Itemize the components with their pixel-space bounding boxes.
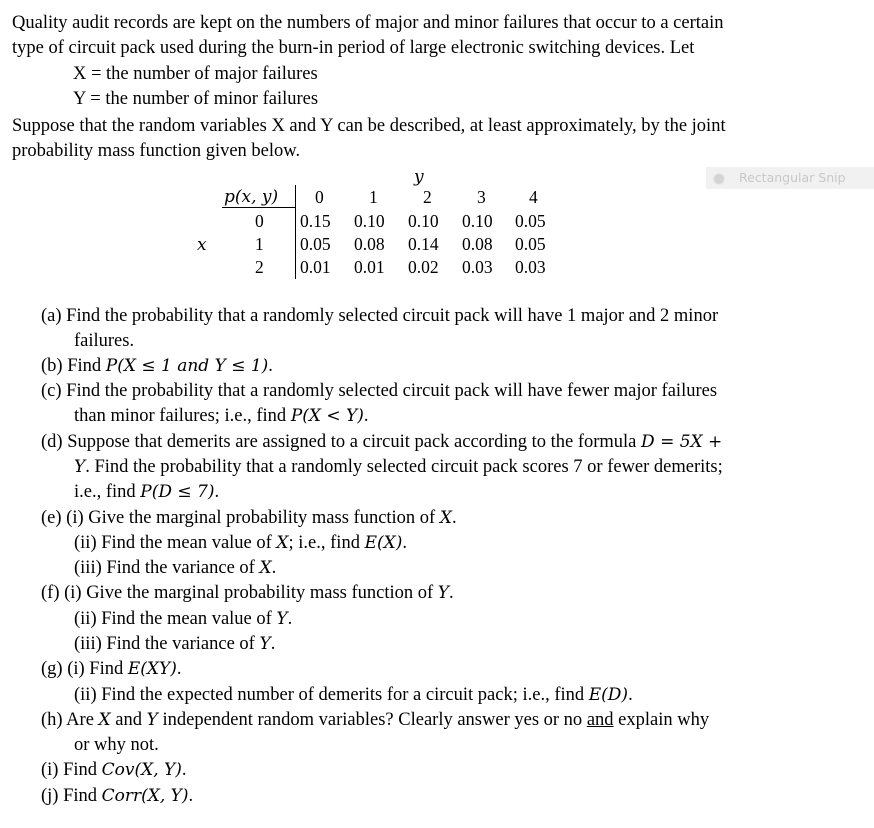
table-row-var-x: x	[197, 235, 207, 255]
rectangular-snip-toolbar[interactable]	[706, 167, 874, 189]
table-cell: 0.05	[515, 234, 546, 254]
table-cell: 0.15	[300, 211, 331, 231]
table-col-var-y: y	[414, 167, 424, 187]
col-header-1: 1	[369, 187, 378, 207]
table-corner-label: p(x, y)	[224, 187, 279, 207]
question-g-line-1: (g) (i) Find E(XY).	[41, 659, 182, 679]
question-e-line-3: (iii) Find the variance of X.	[74, 558, 277, 578]
table-cell: 0.01	[354, 257, 385, 277]
definition-x: X = the number of major failures	[73, 64, 318, 84]
table-cell: 0.10	[354, 211, 385, 231]
question-i: (i) Find Cov(X, Y).	[41, 760, 187, 780]
col-header-4: 4	[529, 187, 538, 207]
question-c-line-2: than minor failures; i.e., find P(X < Y).	[74, 406, 369, 426]
table-cell: 0.08	[462, 234, 493, 254]
table-cell: 0.03	[515, 257, 546, 277]
question-a-line-1: (a) Find the probability that a randomly selected circuit pack will have 1 major and 2 minor	[41, 306, 719, 326]
row-label-1: 1	[255, 234, 264, 254]
rectangular-snip-label: Rectangular Snip	[739, 170, 846, 185]
table-cell: 0.10	[462, 211, 493, 231]
question-e-line-1: (e) (i) Give the marginal probability mass function of X.	[41, 508, 457, 528]
intro-line-1: Quality audit records are kept on the numbers of major and minor failures that occur to a certain	[12, 13, 724, 33]
question-j: (j) Find Corr(X, Y).	[41, 786, 194, 806]
question-e-line-2: (ii) Find the mean value of X; i.e., find E(X).	[74, 533, 407, 553]
table-header-rule	[222, 207, 296, 208]
table-cell: 0.01	[300, 257, 331, 277]
table-cell: 0.10	[408, 211, 439, 231]
intro-line-2: type of circuit pack used during the burn-in period of large electronic switching devices. Let	[12, 38, 695, 58]
intro-line-4: probability mass function given below.	[12, 141, 301, 161]
question-d-line-1: (d) Suppose that demerits are assigned to a circuit pack according to the formula D = 5X +	[41, 432, 723, 452]
question-h-line-2: or why not.	[74, 735, 159, 755]
table-cell: 0.05	[515, 211, 546, 231]
table-cell: 0.02	[408, 257, 439, 277]
definition-y: Y = the number of minor failures	[73, 89, 319, 109]
col-header-3: 3	[477, 187, 486, 207]
question-d-line-2: Y. Find the probability that a randomly selected circuit pack scores 7 or fewer demerits;	[74, 457, 723, 477]
question-f-line-3: (iii) Find the variance of Y.	[74, 634, 276, 654]
intro-line-3: Suppose that the random variables X and Y can be described, at least approximately, by the joint	[12, 116, 726, 136]
table-cell: 0.05	[300, 234, 331, 254]
question-g-line-2: (ii) Find the expected number of demerits for a circuit pack; i.e., find E(D).	[74, 685, 633, 705]
question-a-line-2: failures.	[74, 331, 135, 351]
table-cell: 0.14	[408, 234, 439, 254]
question-h-line-1: (h) Are X and Y independent random variables? Clearly answer yes or no and explain why	[41, 710, 710, 730]
question-b: (b) Find P(X ≤ 1 and Y ≤ 1).	[41, 356, 273, 376]
table-cell: 0.08	[354, 234, 385, 254]
question-f-line-2: (ii) Find the mean value of Y.	[74, 609, 293, 629]
table-divider	[295, 185, 296, 279]
col-header-0: 0	[315, 187, 324, 207]
row-label-2: 2	[255, 257, 264, 277]
col-header-2: 2	[423, 187, 432, 207]
snip-dot-icon	[713, 173, 725, 185]
question-c-line-1: (c) Find the probability that a randomly selected circuit pack will have fewer major failures	[41, 381, 718, 401]
question-f-line-1: (f) (i) Give the marginal probability mass function of Y.	[41, 583, 454, 603]
table-cell: 0.03	[462, 257, 493, 277]
question-d-line-3: i.e., find P(D ≤ 7).	[74, 482, 220, 502]
row-label-0: 0	[255, 211, 264, 231]
